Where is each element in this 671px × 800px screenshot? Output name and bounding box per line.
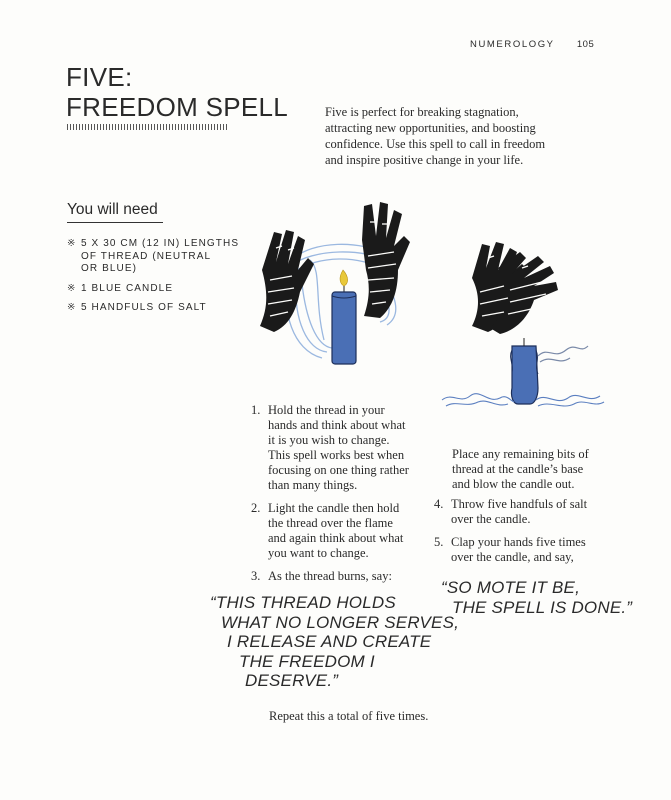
step-number: 4. xyxy=(434,497,444,511)
step-line: you want to change. xyxy=(268,546,369,560)
melted-candle-icon xyxy=(511,338,538,404)
step-line: Throw five handfuls of salt xyxy=(451,497,588,511)
step-line: thread at the candle’s base xyxy=(452,462,584,476)
step-line: it is you wish to change. xyxy=(268,433,390,447)
ingredient-line: 5 X 30 CM (12 IN) LENGTHS xyxy=(81,238,240,249)
title-line-1: FIVE: xyxy=(66,62,133,92)
ingredient-item xyxy=(67,238,242,276)
repeat-note: Repeat this a total of five times. xyxy=(269,709,429,723)
title-underline-rule xyxy=(67,124,227,130)
step-line: and again think about what xyxy=(268,531,404,545)
step-line: focusing on one thing rather xyxy=(268,463,409,477)
step-text: As the thread burns, say: xyxy=(268,569,392,583)
ingredient-text: 1 BLUE CANDLE xyxy=(81,282,174,294)
step-line: This spell works best when xyxy=(268,448,405,462)
step-number: 1. xyxy=(251,403,261,417)
ingredient-item xyxy=(67,302,242,315)
chant-line: DESERVE.” xyxy=(245,671,339,690)
chant-line: “SO MOTE IT BE, xyxy=(441,578,581,597)
step-text xyxy=(268,501,403,561)
chant-line: “THIS THREAD HOLDS xyxy=(210,593,396,612)
you-will-need-heading: You will need xyxy=(67,201,158,218)
step-number: 5. xyxy=(434,535,444,549)
instructions-list-right xyxy=(434,497,609,573)
step-text xyxy=(451,497,587,527)
step-item xyxy=(434,535,609,565)
ingredient-text xyxy=(81,238,239,276)
step-text xyxy=(451,535,586,565)
step-item xyxy=(434,497,609,527)
step-line: over the candle, and say, xyxy=(451,550,574,564)
right-hand-icon xyxy=(362,202,410,318)
step-line: the thread over the flame xyxy=(268,516,393,530)
page-number: 105 xyxy=(576,39,595,50)
step-number: 2. xyxy=(251,501,261,515)
chant-line: I RELEASE AND CREATE xyxy=(227,632,432,651)
step-text xyxy=(268,403,409,493)
step-item xyxy=(251,569,426,584)
smoke-icon xyxy=(538,346,588,362)
step-line: Hold the thread in your xyxy=(268,403,385,417)
clapping-hands-melted-candle-illustration xyxy=(438,238,608,413)
step-line: Clap your hands five times xyxy=(451,535,586,549)
section-name: NUMEROLOGY xyxy=(470,39,555,50)
ingredient-line: OR BLUE) xyxy=(81,263,138,274)
step-line: Place any remaining bits of xyxy=(452,447,589,461)
step-line: than many things. xyxy=(268,478,358,492)
chant-line: THE FREEDOM I xyxy=(239,651,375,671)
step-item xyxy=(251,403,426,493)
chant-so-mote-it-be xyxy=(441,578,632,617)
you-will-need-underline xyxy=(67,222,163,223)
step-3-continuation xyxy=(452,447,612,492)
clapping-hands-icon xyxy=(472,242,558,334)
ingredients-list xyxy=(67,238,242,322)
chant-line: THE SPELL IS DONE.” xyxy=(452,597,633,617)
ingredient-text: 5 HANDFULS OF SALT xyxy=(81,302,207,313)
chant-line: WHAT NO LONGER SERVES, xyxy=(221,612,460,632)
step-item xyxy=(251,501,426,561)
running-header xyxy=(470,39,594,50)
hands-thread-candle-illustration xyxy=(252,200,422,370)
asterism-bullet-icon: ※ xyxy=(67,282,77,294)
step-line: hands and think about what xyxy=(268,418,406,432)
asterism-bullet-icon: ※ xyxy=(67,302,77,313)
step-line: over the candle. xyxy=(451,512,531,526)
intro-paragraph: Five is perfect for breaking stagnation, attracting new opportunities, and boosting confidence. Use this spell to call in freedom and inspire positive change in your life. xyxy=(325,105,546,167)
chant-thread-holds xyxy=(210,593,459,691)
step-line: and blow the candle out. xyxy=(452,477,575,491)
title-line-2: FREEDOM SPELL xyxy=(66,92,289,122)
asterism-bullet-icon: ※ xyxy=(67,238,77,249)
left-hand-icon xyxy=(260,230,314,332)
ingredient-item xyxy=(67,283,242,296)
step-number: 3. xyxy=(251,569,261,583)
blue-candle-icon xyxy=(332,270,356,364)
candle-flame xyxy=(340,270,348,286)
ingredient-line: OF THREAD (NEUTRAL xyxy=(81,250,212,262)
page-title xyxy=(66,62,288,122)
instructions-list-left xyxy=(251,403,426,592)
step-line: Light the candle then hold xyxy=(268,501,400,515)
